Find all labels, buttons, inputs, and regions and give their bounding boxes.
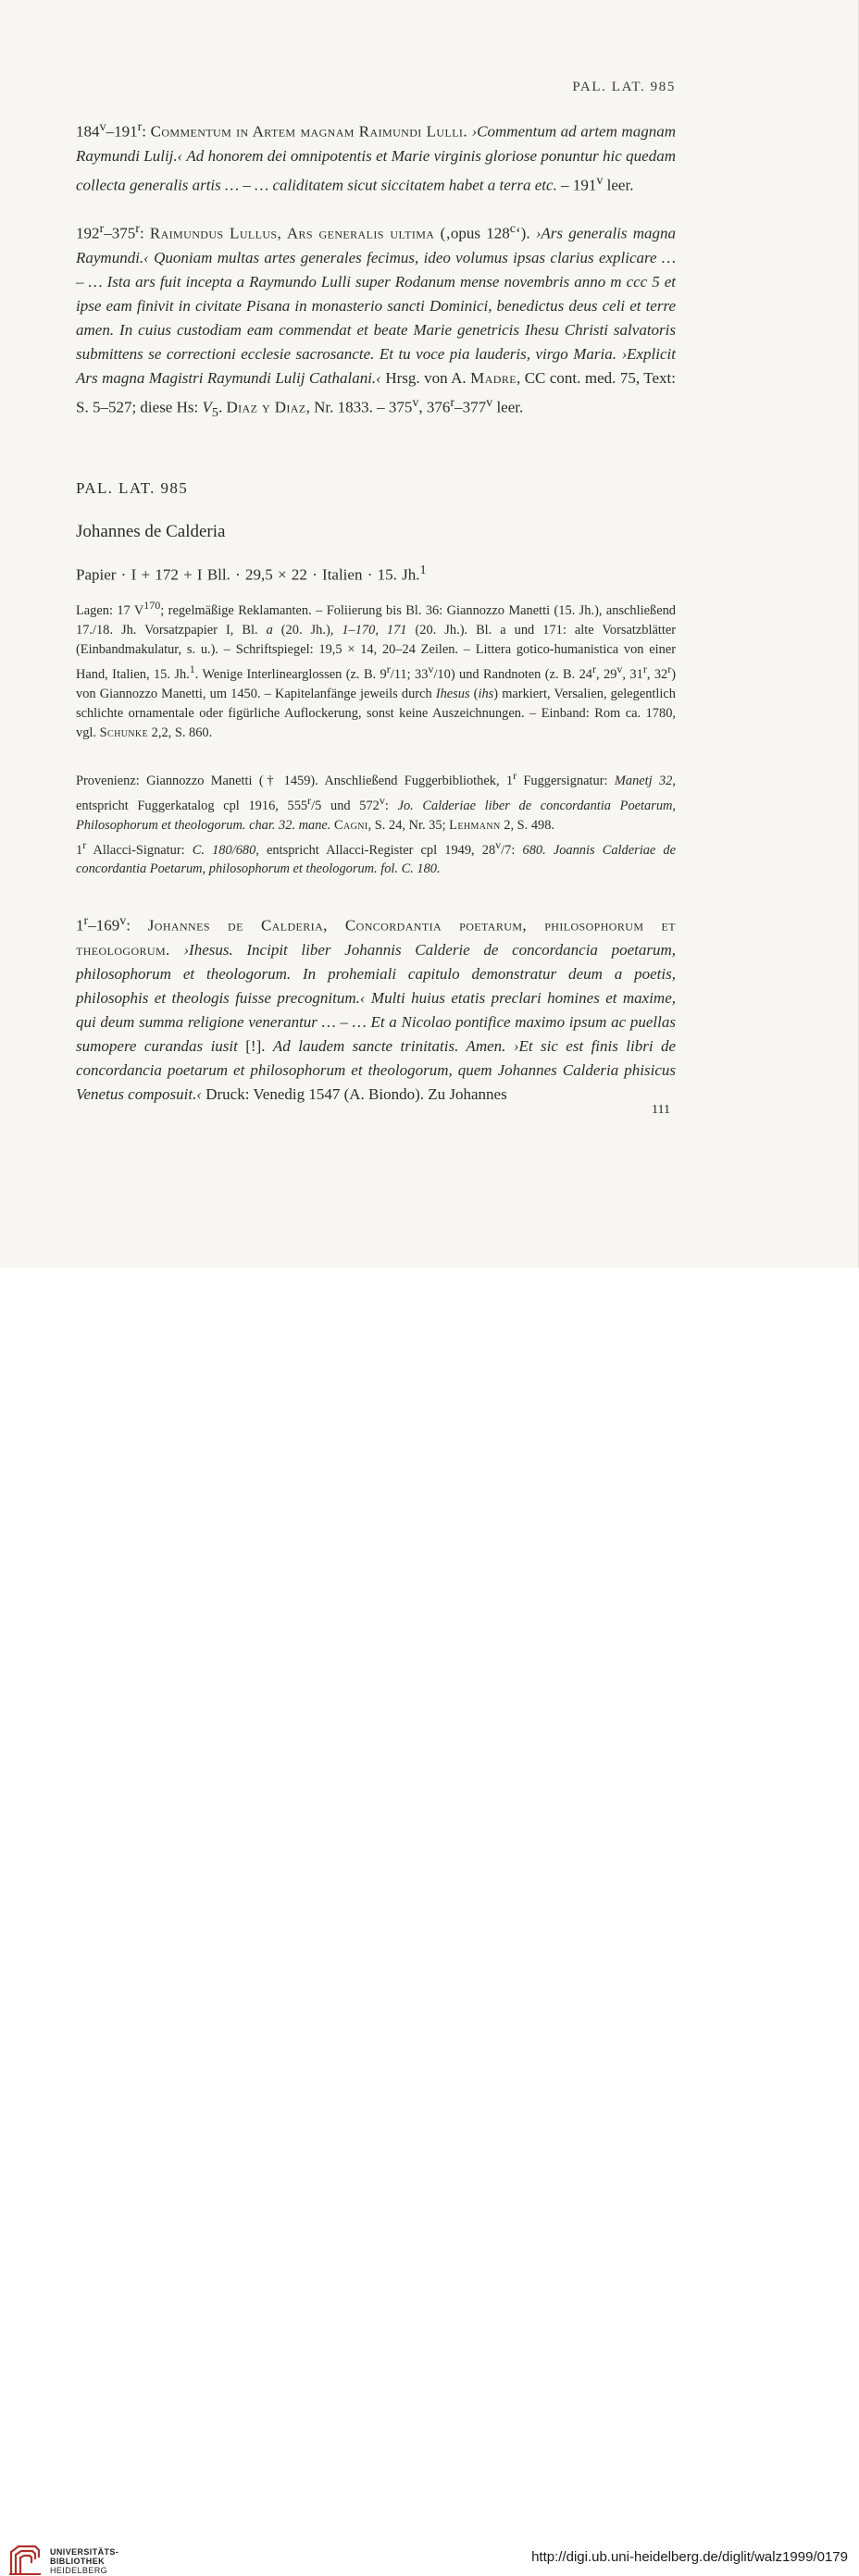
physical-description: Papier · I + 172 + I Bll. · 29,5 × 22 · Italien · 15. Jh.$^1$: [76, 563, 427, 584]
entry-title: Raimundus Lullus, Ars generalis ultima: [149, 224, 435, 242]
entry-text: 184$^v$–191$^r$: Commentum in Artem magnam Raimundi Lulli. ›Commentum ad artem magnam Raymundi Lulij.‹ Ad honorem dei omnipotentis et Marie virginis gloriose ponuntur hic quedam collecta generalis artis … – … caliditatem sicut siccitatem habet a terra etc. – 191$^v$ leer.: [76, 119, 676, 194]
entry-concordantia: [76, 909, 676, 1107]
footer-bar: [0, 1268, 859, 2575]
source-url-link[interactable]: http://digi.ub.uni-heidelberg.de/diglit/walz1999/0179: [531, 2549, 848, 2565]
entry-title: Johannes de Calderia, Concordantia poetarum, philosophorum et theologorum.: [76, 916, 676, 959]
section-shelfmark: PAL. LAT. 985: [76, 479, 189, 497]
section-author: Johannes de Calderia: [76, 522, 226, 541]
provenance-paragraph: Provenienz: Giannozzo Manetti († 1459). Anschließend Fuggerbibliothek, 1$^r$ Fuggersignatur: Manetj 32, entspricht Fuggerkatalog cpl 1916, 555$^r$/5 und 572$^v$: Jo. Calderiae liber de concordantia Poetarum, Philosophorum et theologorum. char. 32. mane. Cagni, S. 24, Nr. 35; Lehmann 2, S. 498. 1$^r$ Allacci-Signatur: C. 180/680, entspricht Allacci-Register cpl 1949, 28$^v$/7: 680. Joannis Calderiae de concordantia Poetarum, philosophorum et theologorum. fol. C. 180.: [76, 766, 676, 879]
entry-text: 1$^r$–169$^v$: Johannes de Calderia, Concordantia poetarum, philosophorum et theologorum. ›Ihesus. Incipit liber Johannis Calderie de concordancia poetarum, philosophorum et theologorum. In prohemiali capitulo demonstratur deum a poetis, philosophis et theologis fuisse precognitum.‹ Multi huius etatis preclari homines et maxime, qui deum summa religione venerantur … – … Et a Nicolao pontifice maximo ipsum ac puellas sumopere curandas iusit [!]. Ad laudem sancte trinitatis. Amen. ›Et sic est finis libri de concordancia poetarum et philosophorum et theologorum, quem Johannes Calderia phisicus Venetus composuit.‹ Druck: Venedig 1547 (A. Biondo). Zu Johannes: [76, 913, 677, 1103]
entry-commentum: [76, 115, 676, 197]
entry-text: 192$^r$–375$^r$: Raimundus Lullus, Ars generalis ultima (‚opus 128$^c$‘). ›Ars generalis magna Raymundi.‹ Quoniam multas artes generales fecimus, ideo volumus ipsas clarius explicare … – … Ista ars fuit incepta a Raymundo Lulli super Rodanum mense novembris anno m ccc 5 et ipse eam finivit in civitate Pisana in monasterio sancti Dominici, benedictus deus celi et terre amen. In cuius custodiam eam commendat et beate Marie genetricis Ihesu Christi salvatoris submittens se correctioni ecclesie sacrosancte. Et tu voce pia lauderis, virgo Maria. ›Explicit Ars magna Magistri Raymundi Lulij Cathalani.‹ Hrsg. von A. Madre, CC cont. med. 75, Text: S. 5–527; diese Hs: $V_5$. Diaz y Diaz, Nr. 1833. – 375$^v$, 376$^r$–377$^v$ leer.: [76, 221, 676, 420]
entry-ars-generalis: [76, 217, 676, 425]
running-head: PAL. LAT. 985: [572, 80, 676, 94]
library-logo-icon[interactable]: [7, 2543, 43, 2576]
library-name[interactable]: UNIVERSITÄTS- BIBLIOTHEK HEIDELBERG: [50, 2547, 119, 2575]
codicology-paragraph: Lagen: 17 $V^{170}$; regelmäßige Reklamanten. – Foliierung bis Bl. 36: Giannozzo Manetti (15. Jh.), anschließend 17./18. Jh. Vorsatzpapier I, Bl. a (20. Jh.), 1–170, 171 (20. Jh.). Bl. a und 171: alte Vorsatzblätter (Einbandmakulatur, s. u.). – Schriftspiegel: 19,5 × 14, 20–24 Zeilen. – Littera gotico-humanistica von einer Hand, Italien, 15. Jh.$^1$. Wenige Interlinearglossen (z. B. 9$^r$/11; 33$^v$/10) und Randnoten (z. B. 24$^r$, 29$^v$, 31$^r$, 32$^r$) von Giannozzo Manetti, um 1450. – Kapitelanfänge jeweils durch Ihesus (ihs) markiert, Versalien, gelegentlich schlichte ornamentale oder figürliche Auflockerung, sonst keine Auszeichnungen. – Einband: Rom ca. 1780, vgl. Schunke 2,2, S. 860.: [76, 599, 677, 740]
document-page: [0, 0, 859, 1268]
allacci-note: 1$^r$ Allacci-Signatur: C. 180/680, entspricht Allacci-Register cpl 1949, 28$^v$/7: 680. Joannis Calderiae de concordantia Poetarum, philosophorum et theologorum. fol. C. 180.: [76, 837, 676, 877]
footnote-ref: 1: [419, 563, 427, 577]
entry-title: Commentum in Artem magnam Raimundi Lulli.: [150, 122, 467, 141]
page-number: 111: [652, 1103, 670, 1117]
